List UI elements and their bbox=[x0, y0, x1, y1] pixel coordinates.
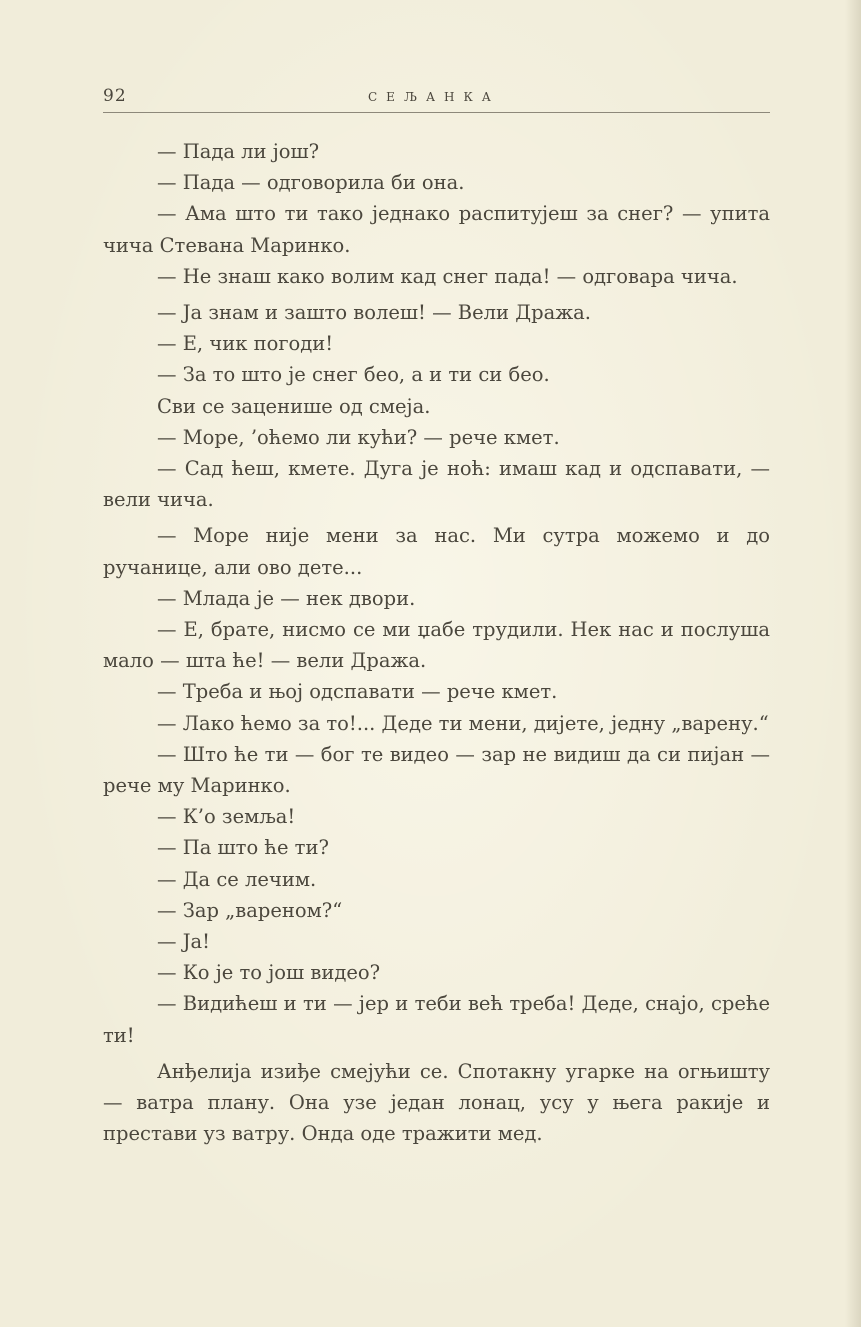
page-text bbox=[103, 136, 770, 1150]
paragraph: — Ја знам и зашто волеш! — Вели Дража. bbox=[157, 301, 591, 325]
paragraph: Анђелија изиђе смејући се. Спотакну угарке на огњишту — ватра плану. Она узе један лонац, усу у њега ракије и престави уз ватру. Онда оде тражити мед. bbox=[103, 1059, 770, 1146]
page-edge-shadow bbox=[845, 0, 861, 1327]
paragraph: — Видићеш и ти — јер и теби већ треба! Деде, снајо, среће ти! bbox=[103, 992, 770, 1047]
paragraph: — Ко је то још видео? bbox=[157, 961, 381, 985]
paragraph: — Да се лечим. bbox=[157, 867, 317, 891]
paragraph: — Ама што ти тако једнако распитујеш за снег? — упита чича Стевана Маринко. bbox=[103, 202, 770, 257]
paragraph: — Млада је — нек двори. bbox=[157, 586, 416, 610]
paragraph: — Е, чик погоди! bbox=[157, 332, 334, 356]
paragraph: — Треба и њој одспавати — рече кмет. bbox=[157, 680, 558, 704]
paragraph: — К’о земља! bbox=[157, 805, 296, 829]
paragraph: — Пада ли још? bbox=[157, 140, 320, 163]
paragraph: — Пада — одговорила би она. bbox=[157, 171, 465, 195]
paragraph: — Е, брате, нисмо се ми џабе трудили. Нек нас и послуша мало — шта ће! — вели Дража. bbox=[103, 618, 770, 673]
paragraph: — Зар „вареном?“ bbox=[157, 898, 343, 922]
paragraph: Сви се заценише од смеја. bbox=[157, 394, 431, 418]
header-rule bbox=[103, 112, 770, 113]
paragraph: — Не знаш како волим кад снег пада! — одговара чича. bbox=[157, 264, 738, 288]
paragraph: — Што ће ти — бог те видео — зар не видиш да си пијан — рече му Маринко. bbox=[103, 742, 770, 798]
page-number: 92 bbox=[103, 86, 127, 106]
paragraph: — Ја! bbox=[157, 930, 210, 954]
paragraph: — Па што ће ти? bbox=[157, 836, 329, 860]
running-title: СЕЉАНКА bbox=[368, 90, 500, 104]
page-header bbox=[103, 86, 770, 114]
paragraph: — Море није мени за нас. Ми сутра можемо и до ручанице, али ово дете... bbox=[103, 524, 770, 579]
paragraph: — Лако ћемо за то!... Деде ти мени, дијете, једну „варену.“ bbox=[157, 711, 769, 735]
paragraph: — Сад ћеш, кмете. Дуга је ноћ: имаш кад и одспавати, — вели чича. bbox=[103, 457, 770, 512]
paragraph: — Море, ’оћемо ли кући? — рече кмет. bbox=[157, 425, 560, 449]
paragraph: — За то што је снег бео, а и ти си бео. bbox=[157, 363, 550, 387]
